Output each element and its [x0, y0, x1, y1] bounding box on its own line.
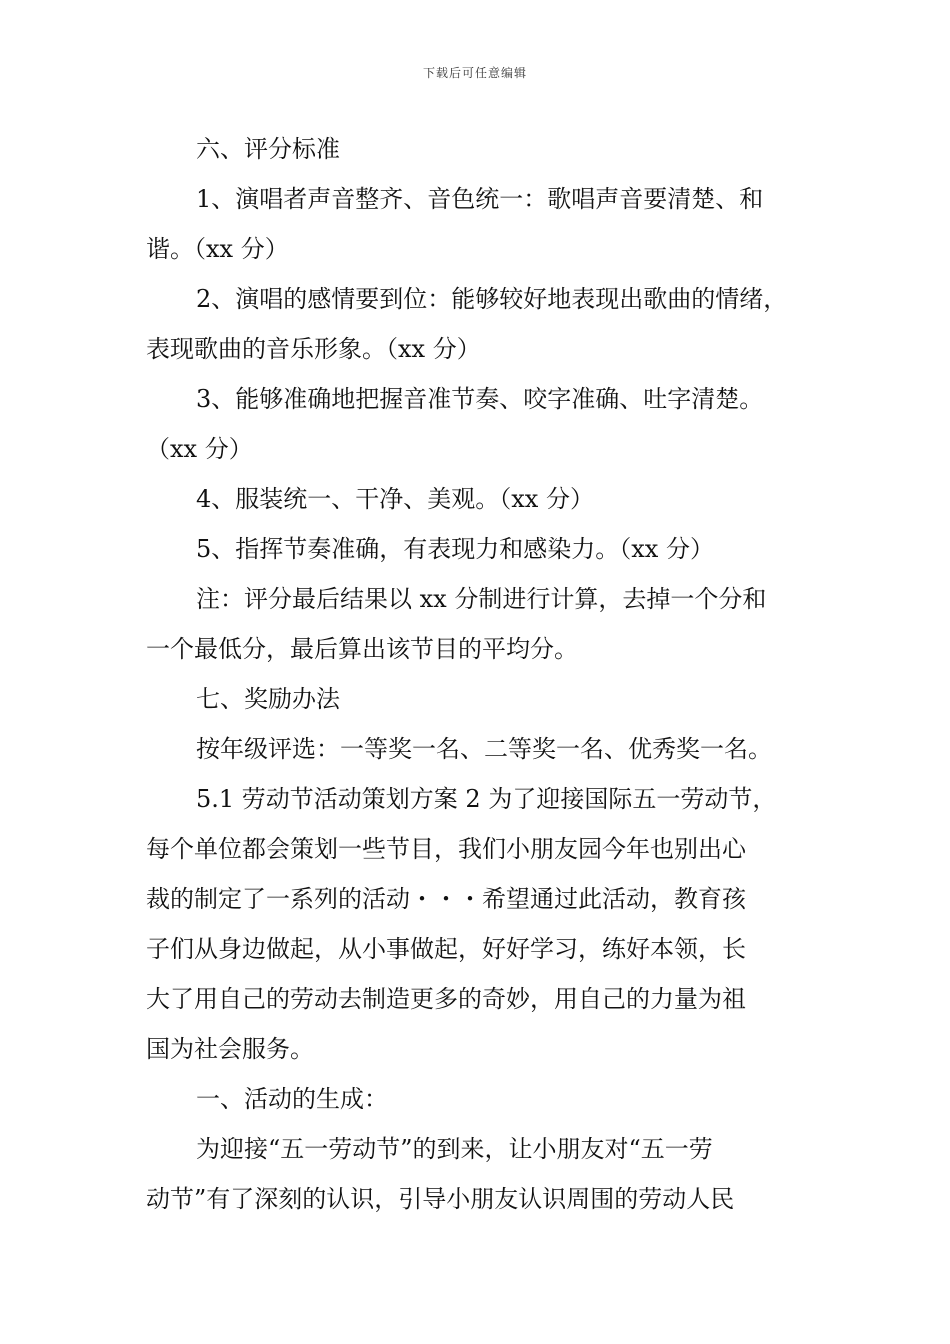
paragraph-line: 动节”有了深刻的认识，引导小朋友认识周围的劳动人民	[146, 1185, 735, 1213]
paragraph-line: 每个单位都会策划一些节目，我们小朋友园今年也别出心	[146, 835, 746, 863]
paragraph-line: 子们从身边做起，从小事做起，好好学习，练好本领，长	[146, 935, 746, 963]
paragraph-line: 按年级评选：一等奖一名、二等奖一名、优秀奖一名。	[196, 735, 772, 763]
paragraph-line: 5.1 劳动节活动策划方案 2 为了迎接国际五一劳动节，	[196, 785, 777, 813]
paragraph-line: 2、演唱的感情要到位：能够较好地表现出歌曲的情绪，	[196, 285, 788, 313]
paragraph-line: 3、能够准确地把握音准节奏、咬字准确、吐字清楚。	[196, 385, 764, 413]
paragraph-line: 1、演唱者声音整齐、音色统一：歌唱声音要清楚、和	[196, 185, 764, 213]
paragraph-line: 谐。（xx 分）	[146, 235, 289, 263]
document-body	[146, 124, 810, 1224]
paragraph-line: 大了用自己的劳动去制造更多的奇妙，用自己的力量为祖	[146, 985, 746, 1013]
paragraph-line: 表现歌曲的音乐形象。（xx 分）	[146, 335, 481, 363]
section-heading-activity: 一、活动的生成：	[196, 1085, 388, 1113]
paragraph-line: 一个最低分，最后算出该节目的平均分。	[146, 635, 578, 663]
paragraph-line: 注：评分最后结果以 xx 分制进行计算，去掉一个分和	[196, 585, 767, 613]
paragraph-line: 4、服装统一、干净、美观。（xx 分）	[196, 485, 594, 513]
section-heading-rewards: 七、奖励办法	[196, 685, 340, 713]
paragraph-line: 为迎接“五一劳动节”的到来，让小朋友对“五一劳	[196, 1135, 713, 1163]
section-heading-scoring: 六、评分标准	[196, 135, 340, 163]
page-header-note: 下载后可任意编辑	[422, 66, 527, 80]
paragraph-line: 国为社会服务。	[146, 1035, 314, 1063]
paragraph-line: 裁的制定了一系列的活动・・・希望通过此活动，教育孩	[146, 885, 746, 913]
paragraph-line: 5、指挥节奏准确，有表现力和感染力。（xx 分）	[196, 535, 714, 563]
paragraph-line: （xx 分）	[146, 435, 253, 463]
